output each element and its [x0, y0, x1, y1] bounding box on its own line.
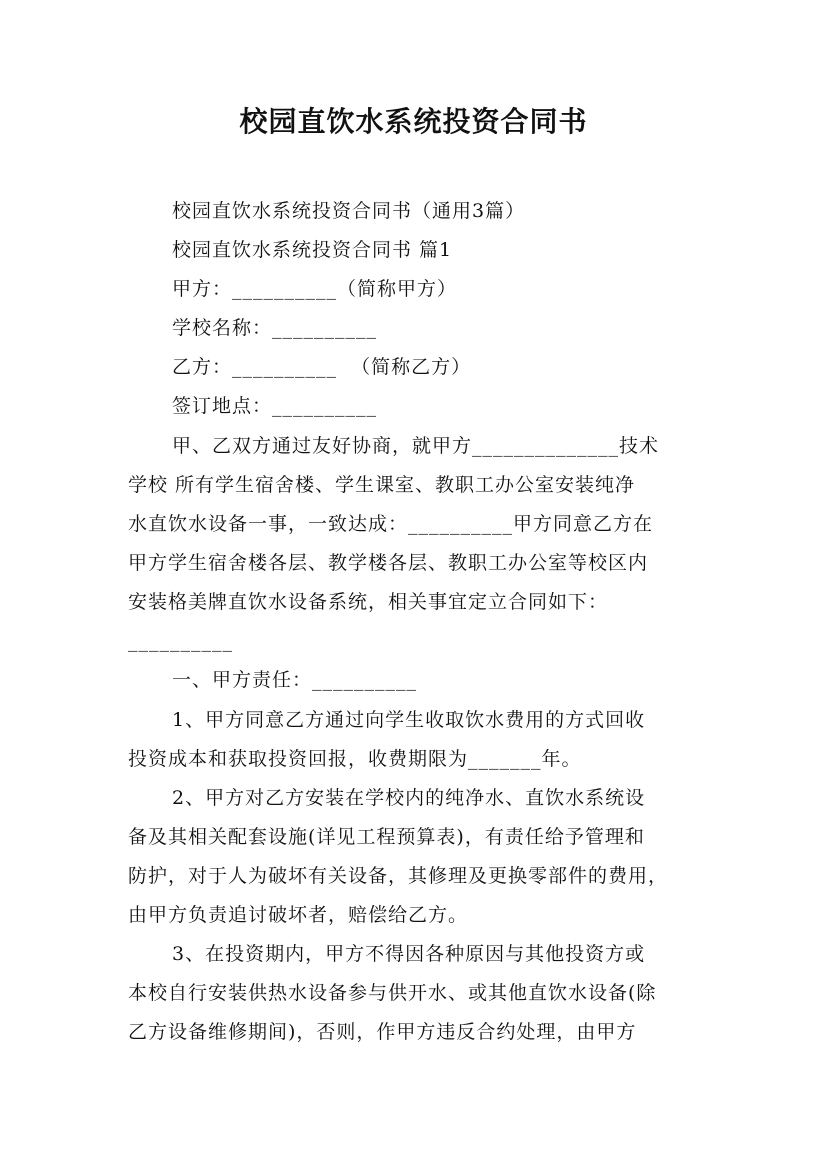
paragraph-line: 安装格美牌直饮水设备系统，相关事宜定立合同如下：	[128, 591, 609, 613]
clause-heading: 一、甲方责任：__________	[172, 669, 418, 691]
subtitle-line: 校园直饮水系统投资合同书（通用3篇）	[172, 200, 526, 222]
school-name-line: 学校名称：__________	[172, 317, 378, 339]
clause-line: 本校自行安装供热水设备参与供开水、或其他直饮水设备(除	[128, 982, 657, 1004]
party-a-line: 甲方：__________（简称甲方）	[172, 278, 458, 300]
clause-line: 防护，对于人为破坏有关设备，其修理及更换零部件的费用，	[128, 865, 669, 887]
party-b-line: 乙方：__________ （简称乙方）	[172, 356, 472, 378]
document-title: 校园直饮水系统投资合同书	[239, 105, 588, 138]
paragraph-line: 甲方学生宿舍楼各层、教学楼各层、教职工办公室等校区内	[128, 552, 649, 574]
paragraph-line: 水直饮水设备一事，一致达成：__________甲方同意乙方在	[128, 513, 654, 535]
clause-line: 1、甲方同意乙方通过向学生收取饮水费用的方式回收	[172, 709, 646, 731]
paragraph-line: 学校 所有学生宿舍楼、学生课室、教职工办公室安装纯净	[128, 474, 636, 496]
paragraph-line: __________	[128, 630, 233, 652]
section-heading: 校园直饮水系统投资合同书 篇1	[172, 239, 453, 261]
paragraph-line: 甲、乙双方通过友好协商，就甲方______________技术	[172, 435, 660, 457]
clause-line: 由甲方负责追讨破坏者，赔偿给乙方。	[128, 904, 469, 926]
clause-line: 备及其相关配套设施(详见工程预算表)，有责任给予管理和	[128, 826, 645, 848]
clause-line: 3、在投资期内，甲方不得因各种原因与其他投资方或	[172, 943, 646, 965]
signing-place-line: 签订地点：__________	[172, 395, 378, 417]
clause-line: 投资成本和获取投资回报，收费期限为_______年。	[128, 748, 582, 770]
clause-line: 乙方设备维修期间)，否则，作甲方违反合约处理，由甲方	[128, 1021, 637, 1043]
clause-line: 2、甲方对乙方安装在学校内的纯净水、直饮水系统设	[172, 787, 646, 809]
